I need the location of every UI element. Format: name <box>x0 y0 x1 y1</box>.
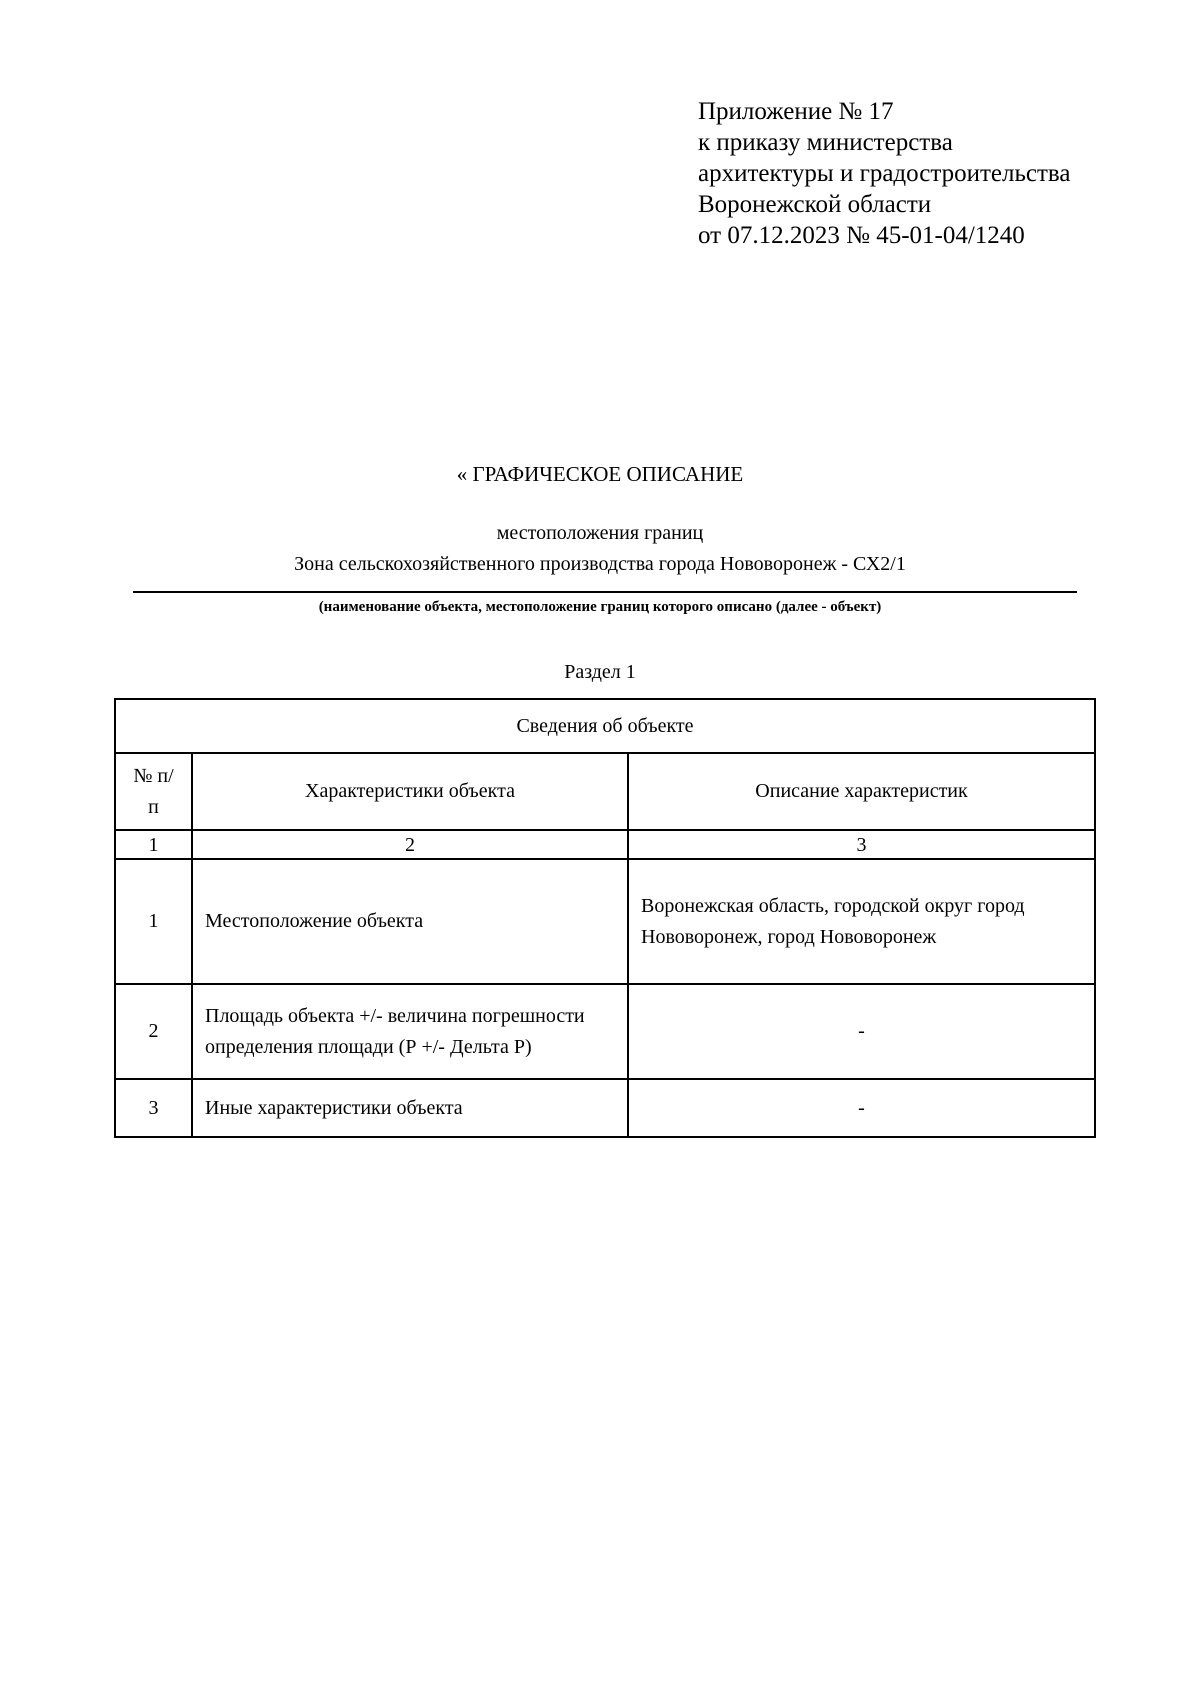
subtitle-line: Зона сельскохозяйственного производства города Нововоронеж - СХ2/1 <box>294 553 906 575</box>
appendix-line: Приложение № 17 <box>698 98 894 125</box>
table-title-row <box>115 699 1095 753</box>
table-row <box>115 984 1095 1079</box>
row-characteristic: Иные характеристики объекта <box>192 1079 628 1137</box>
row-description: - <box>628 1079 1095 1137</box>
subtitle-line: местоположения границ <box>496 522 704 544</box>
section-label: Раздел 1 <box>564 661 636 683</box>
column-number-row <box>115 830 1095 859</box>
object-info-table <box>114 698 1096 1138</box>
column-number: 3 <box>628 830 1095 859</box>
column-number: 1 <box>115 830 192 859</box>
row-description: - <box>628 984 1095 1079</box>
appendix-line: к приказу министерства <box>698 129 953 156</box>
appendix-line: архитектуры и градостроительства <box>698 160 1071 187</box>
column-header: Описание характеристик <box>628 753 1095 830</box>
underline-rule <box>133 591 1077 593</box>
row-characteristic: Площадь объекта +/- величина погрешности определения площади (Р +/- Дельта Р) <box>192 984 628 1079</box>
row-number: 3 <box>115 1079 192 1137</box>
row-description: Воронежская область, городской округ город Нововоронеж, город Нововоронеж <box>628 859 1095 984</box>
appendix-line: от 07.12.2023 № 45-01-04/1240 <box>698 222 1025 249</box>
row-number: 2 <box>115 984 192 1079</box>
column-header-row <box>115 753 1095 830</box>
document-title: « ГРАФИЧЕСКОЕ ОПИСАНИЕ <box>456 462 744 486</box>
document-subtitle <box>0 518 1200 580</box>
table-row <box>115 859 1095 984</box>
column-header: № п/п <box>115 753 192 830</box>
object-caption: (наименование объекта, местоположение границ которого описано (далее - объект) <box>318 599 882 615</box>
table-row <box>115 1079 1095 1137</box>
row-characteristic: Местоположение объекта <box>192 859 628 984</box>
appendix-line: Воронежской области <box>698 191 932 218</box>
row-number: 1 <box>115 859 192 984</box>
appendix-block <box>698 96 1070 251</box>
table-title: Сведения об объекте <box>115 699 1095 753</box>
column-number: 2 <box>192 830 628 859</box>
column-header: Характеристики объекта <box>192 753 628 830</box>
